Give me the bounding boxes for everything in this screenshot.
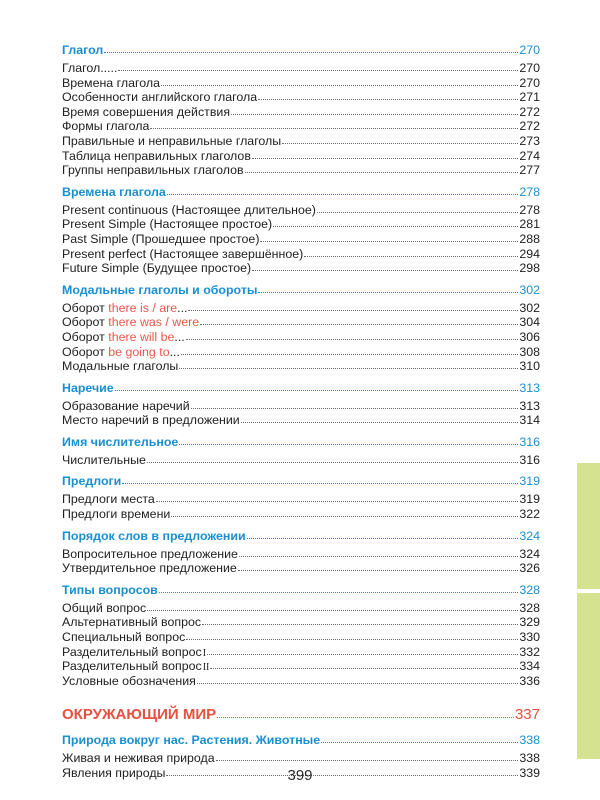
heading-page: 324 (519, 528, 540, 543)
item-label: Future Simple (Будущее простое) (62, 261, 252, 276)
item-page: 336 (519, 673, 540, 688)
item-page: 328 (519, 600, 540, 615)
roman-numeral: I (202, 647, 207, 659)
item-page: 308 (519, 344, 540, 359)
toc-item[interactable] (62, 547, 540, 562)
item-label: Утвердительное предложение (62, 561, 237, 576)
toc-heading[interactable] (62, 380, 540, 397)
item-prefix: Оборот (62, 329, 109, 344)
heading-label: Наречие (62, 380, 114, 395)
item-text: Разделительный вопрос (62, 659, 202, 674)
dot-leader (202, 615, 518, 625)
toc-item[interactable] (62, 399, 540, 414)
item-english-phrase: there will be (108, 329, 175, 344)
item-page: 330 (519, 630, 540, 645)
item-label (62, 345, 180, 360)
item-page: 302 (519, 300, 540, 315)
toc-item[interactable] (62, 453, 540, 468)
toc-item[interactable] (62, 674, 540, 689)
toc-item[interactable] (62, 163, 540, 178)
toc-item[interactable] (62, 601, 540, 616)
item-english-phrase: be going to (108, 344, 170, 359)
dot-leader (282, 134, 518, 144)
item-label: Present perfect (Настоящее завершённое) (62, 246, 304, 261)
toc-item[interactable] (62, 261, 540, 276)
toc-heading[interactable] (62, 582, 540, 599)
item-page: 272 (519, 104, 540, 119)
toc-item[interactable] (62, 315, 540, 330)
toc-item[interactable] (62, 105, 540, 120)
item-label: Альтернативный вопрос (62, 615, 202, 630)
toc-item[interactable] (62, 630, 540, 645)
dot-leader (245, 163, 519, 173)
item-page: 270 (519, 75, 540, 90)
item-prefix: Оборот (62, 344, 109, 359)
dot-leader (181, 345, 518, 355)
toc-item[interactable] (62, 149, 540, 164)
dot-leader (191, 399, 519, 409)
dot-leader (252, 261, 518, 271)
item-page: 319 (519, 492, 540, 507)
item-label: Особенности английского глагола (62, 90, 258, 105)
toc-heading[interactable] (62, 434, 540, 451)
heading-label: Предлоги (62, 474, 122, 489)
item-page: 270 (519, 61, 540, 75)
item-page: 271 (519, 90, 540, 105)
side-tab-world-around[interactable] (577, 593, 600, 759)
item-page: 304 (519, 315, 540, 330)
heading-page: 313 (519, 380, 540, 395)
toc-item[interactable] (62, 330, 540, 345)
toc-item[interactable] (62, 561, 540, 576)
dot-leader (147, 453, 518, 463)
dot-leader (104, 42, 518, 53)
page-number: 399 (287, 767, 313, 784)
major-page: 337 (514, 706, 540, 724)
item-page: 313 (519, 398, 540, 413)
toc-item[interactable] (62, 413, 540, 428)
heading-page: 270 (519, 43, 540, 57)
item-page: 322 (519, 507, 540, 522)
toc-item[interactable] (62, 507, 540, 522)
item-suffix: ... (174, 329, 185, 344)
toc-item[interactable] (62, 615, 540, 630)
dot-leader (239, 547, 518, 557)
dot-leader (258, 90, 518, 100)
item-page: 273 (519, 133, 540, 148)
item-page: 277 (519, 163, 540, 178)
item-label (62, 645, 206, 660)
item-english-phrase: there is / are (108, 300, 178, 315)
toc-item[interactable] (62, 134, 540, 149)
item-page: 326 (519, 561, 540, 576)
item-label: Времена глагола (62, 75, 160, 90)
toc-heading[interactable] (62, 528, 540, 545)
toc-heading[interactable] (62, 473, 540, 490)
heading-label: Модальные глаголы и обороты (62, 282, 258, 297)
item-label (62, 301, 187, 316)
dot-leader (156, 492, 518, 502)
dot-leader (216, 751, 519, 761)
toc-item[interactable] (62, 645, 540, 660)
toc-section-verb (62, 42, 540, 178)
dot-leader (122, 473, 518, 484)
heading-label: Порядок слов в предложении (62, 528, 246, 543)
item-label: Группы неправильных глаголов (62, 163, 244, 178)
item-label (62, 315, 199, 330)
toc-section-prepositions (62, 473, 540, 521)
heading-label: Глагол (62, 43, 104, 57)
toc-item[interactable] (62, 232, 540, 247)
dot-leader (321, 732, 518, 743)
toc-heading[interactable] (62, 184, 540, 201)
item-label: Образование наречий (62, 398, 190, 413)
toc-section-question-types (62, 582, 540, 689)
roman-numeral: II (202, 662, 210, 674)
item-suffix: ... (169, 344, 180, 359)
item-label: Место наречий в предложении (62, 413, 240, 428)
item-label: Специальный вопрос (62, 630, 186, 645)
dot-leader (161, 76, 518, 86)
item-page: 334 (519, 659, 540, 674)
toc-item[interactable] (62, 359, 540, 374)
dot-leader (115, 380, 519, 391)
item-label: Present Simple (Настоящее простое) (62, 217, 273, 232)
toc-heading[interactable] (62, 732, 540, 749)
heading-label: Имя числительное (62, 434, 179, 449)
item-page: 274 (519, 148, 540, 163)
item-page: 324 (519, 546, 540, 561)
dot-leader (186, 630, 518, 640)
item-page: 281 (519, 217, 540, 232)
item-label: Общий вопрос (62, 600, 147, 615)
item-label (62, 659, 209, 674)
item-page: 278 (519, 202, 540, 217)
item-text: Разделительный вопрос (62, 644, 202, 659)
heading-page: 338 (519, 733, 540, 748)
item-suffix: ... (177, 300, 188, 315)
toc-section-adverb (62, 380, 540, 428)
item-page: 316 (519, 452, 540, 467)
heading-label: Времена глагола (62, 184, 166, 199)
heading-page: 302 (519, 282, 540, 297)
item-label: Таблица неправильных глаголов (62, 148, 251, 163)
item-label: Формы глагола (62, 119, 150, 134)
item-page: 306 (519, 329, 540, 344)
dot-leader (197, 674, 518, 684)
dot-leader (210, 659, 518, 669)
toc-heading[interactable] (62, 42, 540, 59)
toc-item[interactable] (62, 345, 540, 360)
item-label: Present continuous (Настоящее длительное) (62, 202, 316, 217)
dot-leader (231, 105, 518, 115)
item-page: 298 (519, 261, 540, 276)
side-tab-english[interactable] (577, 463, 600, 589)
dot-leader (186, 330, 519, 340)
dot-leader (167, 184, 519, 195)
dot-leader (159, 582, 519, 593)
heading-page: 319 (519, 474, 540, 489)
toc-item[interactable] (62, 119, 540, 134)
item-page: 338 (519, 751, 540, 766)
dot-leader (171, 507, 518, 517)
item-page: 310 (519, 359, 540, 374)
dot-leader (179, 434, 518, 445)
item-label: Числительные (62, 452, 146, 467)
item-label: Условные обозначения (62, 673, 196, 688)
dot-leader (179, 359, 518, 369)
item-prefix: Оборот (62, 300, 109, 315)
toc-item[interactable] (62, 217, 540, 232)
item-label: Предлоги времени (62, 507, 171, 522)
item-page: 288 (519, 231, 540, 246)
dot-leader (118, 61, 518, 71)
dot-leader (247, 528, 519, 539)
dot-leader (304, 247, 518, 257)
dot-leader (147, 601, 518, 611)
toc-section-modal-verbs (62, 282, 540, 374)
toc-item[interactable] (62, 247, 540, 262)
toc-item[interactable] (62, 61, 540, 76)
dot-leader (241, 413, 519, 423)
dot-leader (200, 315, 518, 325)
toc-item[interactable] (62, 203, 540, 218)
item-page: 314 (519, 413, 540, 428)
item-english-phrase: there was / were (108, 315, 200, 330)
toc-item[interactable] (62, 751, 540, 766)
item-label (62, 330, 185, 345)
dot-leader (150, 119, 518, 129)
dot-leader (273, 217, 518, 227)
dot-leader (188, 301, 518, 311)
dot-leader (252, 149, 518, 159)
toc-item[interactable] (62, 492, 540, 507)
toc-item[interactable] (62, 301, 540, 316)
item-label: Живая и неживая природа (62, 751, 215, 766)
toc-heading[interactable] (62, 282, 540, 299)
table-of-contents (62, 42, 540, 787)
toc-section-numeral (62, 434, 540, 468)
dot-leader (258, 282, 518, 293)
item-label: Глагол..... (62, 61, 118, 75)
item-label: Предлоги места (62, 492, 155, 507)
heading-label: Природа вокруг нас. Растения. Животные (62, 733, 321, 748)
item-page: 294 (519, 246, 540, 261)
heading-page: 328 (519, 582, 540, 597)
major-label: ОКРУЖАЮЩИЙ МИР (62, 706, 217, 724)
toc-item[interactable] (62, 659, 540, 674)
item-page: 272 (519, 119, 540, 134)
item-label: Past Simple (Прошедшее простое) (62, 231, 260, 246)
item-label: Время совершения действия (62, 104, 231, 119)
heading-page: 278 (519, 184, 540, 199)
dot-leader (207, 645, 518, 655)
item-page: 329 (519, 615, 540, 630)
dot-leader (317, 203, 518, 213)
item-prefix: Оборот (62, 315, 109, 330)
dot-leader (260, 232, 518, 242)
item-page: 339 (519, 766, 540, 780)
toc-major-heading[interactable] (62, 704, 540, 726)
item-label: Правильные и неправильные глаголы (62, 133, 282, 148)
item-label: Вопросительное предложение (62, 546, 238, 561)
toc-section-word-order (62, 528, 540, 576)
heading-page: 316 (519, 434, 540, 449)
dot-leader (217, 704, 514, 718)
item-label: Явления природы (62, 766, 166, 780)
item-label: Модальные глаголы (62, 359, 179, 374)
toc-section-verb-tenses (62, 184, 540, 276)
heading-label: Типы вопросов (62, 582, 158, 597)
item-page: 332 (519, 644, 540, 659)
toc-item[interactable] (62, 90, 540, 105)
dot-leader (238, 561, 519, 571)
toc-item[interactable] (62, 76, 540, 91)
